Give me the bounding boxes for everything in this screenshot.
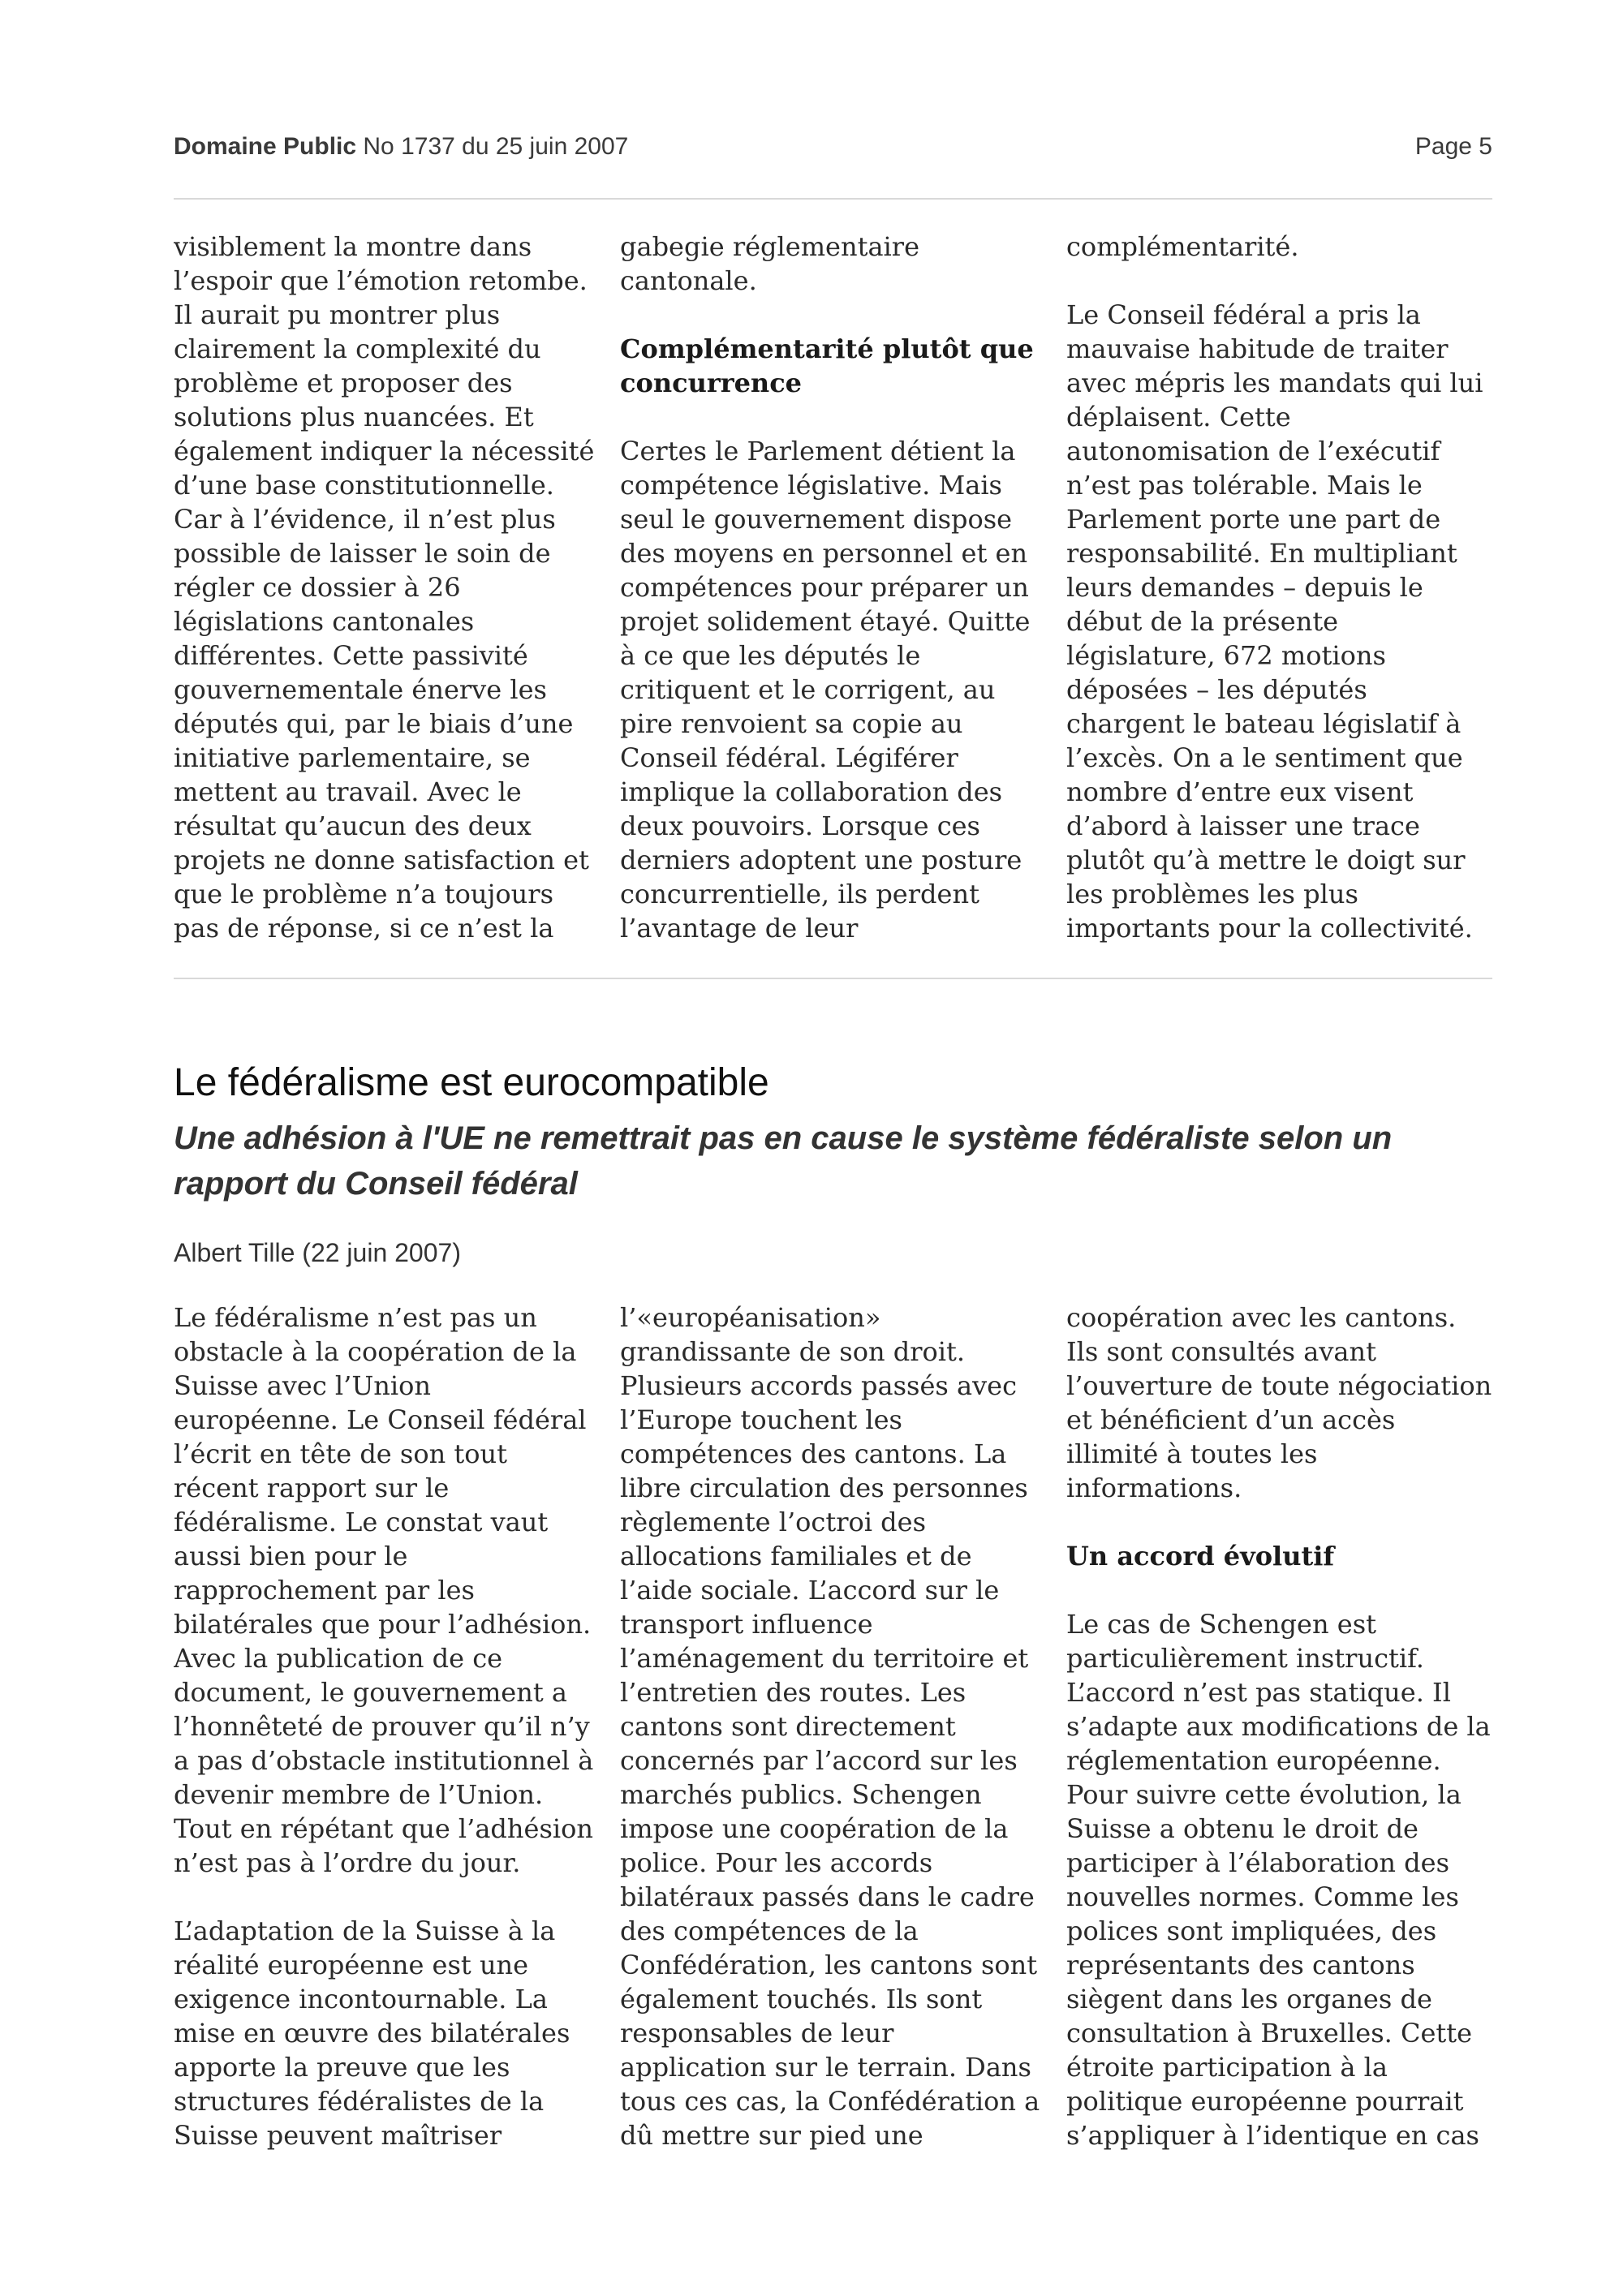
column-3 bbox=[1066, 1301, 1492, 2177]
page-number: Page 5 bbox=[1414, 133, 1492, 160]
paragraph: Certes le Parlement détient la compétence législative. Mais seul le gouvernement dispose des moyens en personnel et en compétences pour préparer un projet solidement étayé. Quitte à ce que les députés le critiquent et le corrigent, au pire renvoient sa copie au Conseil fédéral. Légiférer implique la collaboration des deux pouvoirs. Lorsque ces derniers adoptent une posture concurrentielle, ils perdent l’avantage de leur bbox=[620, 436, 1031, 944]
issue-info: No 1737 du 25 juin 2007 bbox=[363, 133, 629, 160]
column-3 bbox=[1066, 230, 1492, 945]
paragraph: coopération avec les cantons. Ils sont consultés avant l’ouverture de toute négociation et bénéficient d’un accès illimité à toutes les informations. bbox=[1066, 1302, 1492, 1503]
article-subtitle: Une adhésion à l'UE ne remettrait pas en cause le système fédéraliste selon un rapport du Conseil fédéral bbox=[174, 1120, 1393, 1202]
section-divider bbox=[174, 978, 1492, 979]
paragraph: Le Conseil fédéral a pris la mauvaise habitude de traiter avec mépris les mandats qui lui déplaisent. Cette autonomisation de l’exécutif n’est pas tolérable. Mais le Parlement porte une part de responsabilité. En multipliant leurs demandes – depuis le début de la présente législature, 672 motions déposées – les députés chargent le bateau législatif à l’excès. On a le sentiment que nombre d’entre eux visent d’abord à laisser une trace plutôt qu’à mettre le doigt sur les problèmes les plus importants pour la collectivité. bbox=[1066, 299, 1483, 944]
page-header bbox=[174, 133, 1492, 169]
paragraph: l’«européanisation» grandissante de son droit. Plusieurs accords passés avec l’Europe touchent les compétences des cantons. La libre circulation des personnes règlemente l’octroi des allocations familiales et de l’aide sociale. L’accord sur le transport influence l’aménagement du territoire et l’entretien des routes. Les cantons sont directement concernés par l’accord sur les marchés publics. Schengen impose une coopération de la police. Pour les accords bilatéraux passés dans le cadre des compétences de la Confédération, les cantons sont également touchés. Ils sont responsables de leur application sur le terrain. Dans tous ces cas, la Confédération a dû mettre sur pied une bbox=[620, 1302, 1040, 2151]
column-2 bbox=[620, 1301, 1046, 2177]
article-title: Le fédéralisme est eurocompatible bbox=[174, 1061, 769, 1104]
paragraph: complémentarité. bbox=[1066, 231, 1299, 262]
section-heading: Un accord évolutif bbox=[1066, 1541, 1335, 1572]
column-2 bbox=[620, 230, 1046, 945]
publication-name: Domaine Public bbox=[174, 133, 357, 160]
column-1 bbox=[174, 230, 600, 945]
article-byline: Albert Tille (22 juin 2007) bbox=[174, 1238, 461, 1267]
column-1 bbox=[174, 1301, 600, 2177]
section-heading: Complémentarité plutôt que concurrence bbox=[620, 333, 1034, 398]
paragraph: gabegie réglementaire cantonale. bbox=[620, 231, 919, 296]
article-columns bbox=[174, 1301, 1492, 2177]
paragraph: Le cas de Schengen est particulièrement instructif. L’accord n’est pas statique. Il s’adapte aux modifications de la réglementation européenne. Pour suivre cette évolution, la Suisse a obtenu le droit de participer à l’élaboration des nouvelles normes. Comme les polices sont impliquées, des représentants des cantons siègent dans les organes de consultation à Bruxelles. Cette étroite participation à la politique européenne pourrait s’appliquer à l’identique en cas bbox=[1066, 1609, 1491, 2151]
paragraph: Le fédéralisme n’est pas un obstacle à la coopération de la Suisse avec l’Union européenne. Le Conseil fédéral l’écrit en tête de son tout récent rapport sur le fédéralisme. Le constat vaut aussi bien pour le rapprochement par les bilatérales que pour l’adhésion. Avec la publication de ce document, le gouvernement a l’honnêteté de prouver qu’il n’y a pas d’obstacle institutionnel à devenir membre de l’Union. Tout en répétant que l’adhésion n’est pas à l’ordre du jour. bbox=[174, 1302, 594, 1878]
paragraph: visiblement la montre dans l’espoir que l’émotion retombe. Il aurait pu montrer plus clairement la complexité du problème et proposer des solutions plus nuancées. Et également indiquer la nécessité d’une base constitutionnelle. Car à l’évidence, il n’est plus possible de laisser le soin de régler ce dossier à 26 législations cantonales différentes. Cette passivité gouvernementale énerve les députés qui, par le biais d’une initiative parlementaire, se mettent au travail. Avec le résultat qu’aucun des deux projets ne donne satisfaction et que le problème n’a toujours pas de réponse, si ce n’est la bbox=[174, 231, 595, 944]
continued-article-columns bbox=[174, 230, 1492, 945]
header-divider bbox=[174, 198, 1492, 200]
paragraph: L’adaptation de la Suisse à la réalité européenne est une exigence incontournable. La mise en œuvre des bilatérales apporte la preuve que les structures fédéralistes de la Suisse peuvent maîtriser bbox=[174, 1915, 570, 2151]
